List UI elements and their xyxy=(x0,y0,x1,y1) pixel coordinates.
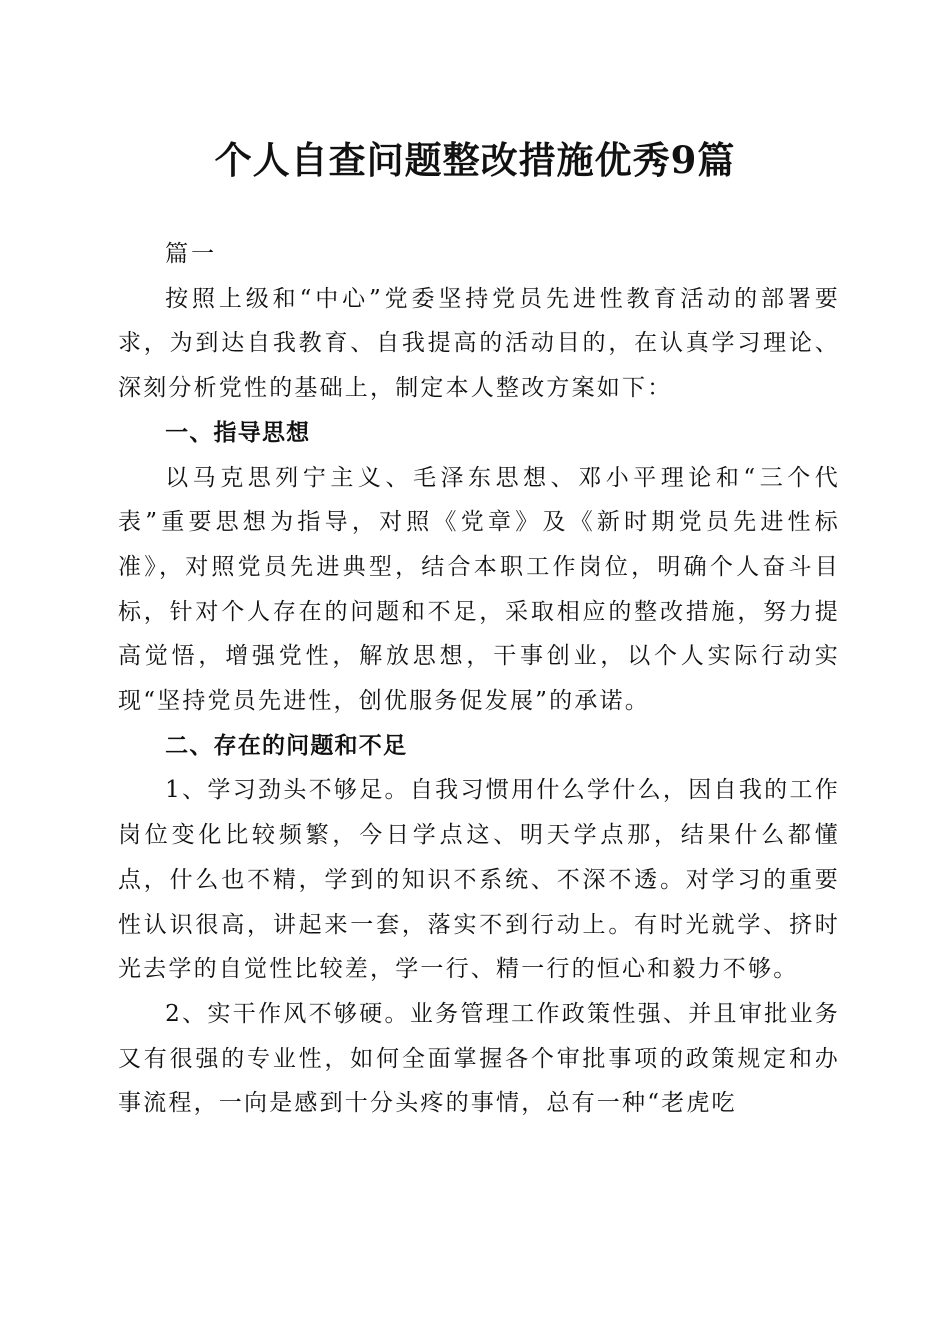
heading-guiding-ideology: 一、指导思想 xyxy=(165,419,311,446)
document-body xyxy=(118,232,840,1126)
document-title: 个人自查问题整改措施优秀9篇 xyxy=(214,138,736,182)
problem-item-1: 1、学习劲头不够足。自我习惯用什么学什么，因自我的工作岗位变化比较频繁，今日学点这、明天学点那，结果什么都懂点，什么也不精，学到的知识不系统、不深不透。对学习的重要性认识很高，讲起来一套，落实不到行动上。有时光就学、挤时光去学的自觉性比较差，学一行、精一行的恒心和毅力不够。 xyxy=(118,777,840,983)
section-label: 篇一 xyxy=(165,241,218,267)
intro-paragraph: 按照上级和“中心”党委坚持党员先进性教育活动的部署要求，为到达自我教育、自我提高的活动目的，在认真学习理论、深刻分析党性的基础上，制定本人整改方案如下： xyxy=(118,285,840,402)
guiding-ideology-paragraph: 以马克思列宁主义、毛泽东思想、邓小平理论和“三个代表”重要思想为指导，对照《党章》及《新时期党员先进性标准》，对照党员先进典型，结合本职工作岗位，明确个人奋斗目标，针对个人存在的问题和不足，采取相应的整改措施，努力提高觉悟，增强党性，解放思想，干事创业，以个人实际行动实现“坚持党员先进性，创优服务促发展”的承诺。 xyxy=(118,464,840,715)
problem-item-2: 2、实干作风不够硬。业务管理工作政策性强、并且审批业务又有很强的专业性，如何全面掌握各个审批事项的政策规定和办事流程，一向是感到十分头疼的事情，总有一种“老虎吃 xyxy=(118,1000,840,1117)
heading-problems: 二、存在的问题和不足 xyxy=(165,732,408,759)
